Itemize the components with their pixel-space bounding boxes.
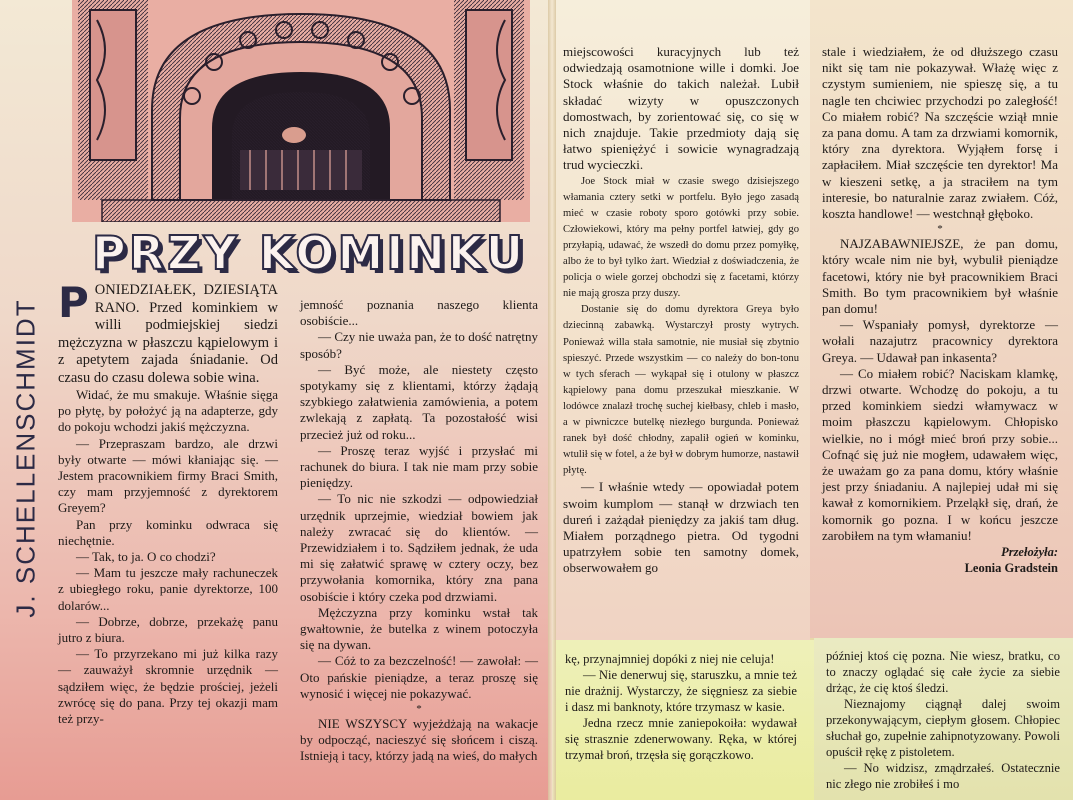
clipping-column-right [826,648,1060,792]
article-column-2 [300,297,538,765]
paragraph: — Nie denerwuj się, staruszku, a mnie też nie drażnij. Wystarczy, że sięgniesz za siebie i dasz mi banknoty, które trzymasz w kasie. [565,668,797,714]
article-column-4 [822,44,1058,577]
article-column-3 [563,44,799,577]
paragraph: — Dobrze, dobrze, przekażę panu jutro z biura. [58,613,278,646]
paragraph: — Być może, ale niestety często spotykamy się z klientami, którzy żądają szybkiego załatwienia zamówienia, a potem zwlekają z zapłatą. Ta pozostałość wisi przecież już od roku... [300,361,538,442]
article-title: PRZY KOMINKU [92,226,527,280]
clipping-column-middle [565,651,797,763]
paragraph: później ktoś cię pozna. Nie wiesz, bratku, co to znaczy oglądać się całe życie za siebie drżąc, że cię ktoś śledzi. [826,649,1060,695]
page-fold [548,0,556,800]
translator-label: Przełożyła: [1001,545,1058,560]
paragraph: — To nic nie szkodzi — odpowiedział urzędnik uprzejmie, wiedział bowiem jak należy zwracać się do klientów. — Przewidziałem i to. Sądziłem jednak, że uda mi się załatwić sprawę w cztery oczy, bez przywołania komornika, który zna pana osobiście i który czeka pod drzwiami. [300,491,538,604]
paragraph: — Cóż to za bezczelność! — zawołał: — Oto pańskie pieniądze, a teraz proszę się wynosić i więcej nie pokazywać. [300,653,538,701]
paragraph: Nieznajomy ciągnął dalej swoim przekonywającym, ciepłym głosem. Chłopiec słuchał go, zupełnie zahipnotyzowany. Powoli opuścił rękę z pistoletem. [826,697,1060,759]
paragraph: — No widzisz, zmądrzałeś. Ostatecznie nic złego nie zrobiłeś i mo [826,761,1060,791]
paragraph: — To przyrzekano mi już kilka razy — zauważył skromnie urzędnik — sądziłem więc, że będzie prościej, jeżeli zwrócę się do pana. Przy tej okazji mam też przy- [58,646,278,727]
paragraph: stale i wiedziałem, że od dłuższego czasu nikt się tam nie pokazywał. Włażę więc z czystym sumieniem, nie spieszę się, a tu nagle ten chciwiec przychodzi po zaległość! Co miałem robić? Na szczęście wziął mnie za pana domu. A tam za drzwiami komornik, który zna dyrektora. Wyjąłem forsę i zapłaciłem. Miał szczęście ten dyrektor! Ma w kieszeni setkę, a ja straciłem na tym interesie, bo naturalnie zaraz zwiałem. Cóż, koszta handlowe! — westchnął głęboko. [822,44,1058,222]
paragraph: — Tak, to ja. O co chodzi? [76,549,216,565]
paragraph-small: Dostanie się do domu dyrektora Greya było dziecinną zabawką. Wystarczył prosty wytrych. Ponieważ willa stała samotnie, nie musiał się zbytnio spieszyć. Przede wszystkim — co należy do bon-tonu w tych sferach — wykąpał się i otulony w płaszcz kąpielowy pana domu przeszukał mieszkanie. W lodówce znalazł trochę suchej kiełbasy, chleb i masło, a w piwniczce butelkę niezłego burgunda. Ponieważ ranek był dość chłodny, zapalił ogień w kominku, wtulił się w fotel, a że był w dobrym humorze, nastawił płytę. [563,304,799,477]
paragraph: NAJZABAWNIEJSZE, że pan domu, który wcale nim nie był, wybulił pieniądze facetowi, który nie był pracownikiem Braci Smith. Bo tym pracownikiem był właśnie pan domu! [822,236,1058,317]
section-separator: * [937,223,943,236]
paragraph: — Przepraszam bardzo, ale drzwi były otwarte — mówi kłaniając się. — Jestem pracownikiem firmy Braci Smith, czy mam przyjemność z dyrektorem Greyem? [58,435,278,516]
author-name [4,238,48,678]
paragraph: miejscowości kuracyjnych lub też odwiedzają osamotnione wille i domki. Joe Stock właśnie do takich należał. Lubił składać wizyty w opuszczonych domostwach, by zorientować się, co się w nich znajduje. Takie przedmioty dają się łatwo spieniężyć i sowicie wynagradzają trud wycieczki. [563,44,799,173]
paragraph: Jedna rzecz mnie zaniepokoiła: wydawał się strasznie zdenerwowany. Ręka, w której trzymał broń, trzęsła się gorączkowo. [565,716,797,762]
paragraph: — I właśnie wtedy — opowiadał potem swoim kumplom — stanął w drzwiach ten dureń i zażądał pieniędzy za jakiś tam dług. Miałem porządnego pietra. Od tygodni upatrzyłem sobie ten samotny domek, obserwowałem go [563,479,799,576]
author-name-text: J. SCHELLENSCHMIDT [10,298,41,618]
paragraph: — Wspaniały pomysł, dyrektorze — wołali nazajutrz pracownicy dyrektora Greya. — Udawał pan inkasenta? [822,317,1058,365]
paragraph: jemność poznania naszego klienta osobiście... [300,297,538,329]
lead-paragraph [58,278,278,387]
paragraph: Mężczyzna przy kominku wstał tak gwałtownie, że butelka z winem potoczyła się na dywan. [300,604,538,653]
fireplace-illustration [72,0,530,222]
lead-text: ONIEDZIAŁEK, DZIESIĄTA RANO. Przed kominkiem w willi podmiejskiej siedzi mężczyzna w płaszczu kąpielowym i z apetytem zajada śniadanie. Od czasu do czasu dolewa sobie wina. [58,282,278,386]
paragraph: kę, przynajmniej dopóki z niej nie celuja! [565,652,775,666]
translator-name: Leonia Gradstein [964,561,1058,576]
paragraph: — Mam tu jeszcze mały rachuneczek z ubiegłego roku, panie dyrektorze, 100 dolarów... [58,565,278,613]
article-column-1 [58,278,278,727]
paragraph: Widać, że mu smakuje. Właśnie sięga po płytę, by położyć ją na adapterze, gdy do pokoju wchodzi jakiś mężczyzna. [58,387,278,435]
paragraph: — Co miałem robić? Naciskam klamkę, drzwi otwarte. Wchodzę do pokoju, a tu przed kominkiem siedzi włamywacz w moim płaszczu kąpielowym. Chłopisko wielkie, no i mógł mieć broń przy sobie... Cofnąć się już nie mogłem, udawałem więc, że uważam go za pana domu, który właśnie jest przy śniadaniu. A najlepiej udał mi się kawał z komornikiem. Przeląkł się, drań, że komornik go pozna. I w końcu jeszcze zarobiłem na tym włamaniu! [822,365,1058,543]
paragraph: Pan przy kominku odwraca się niechętnie. [58,516,278,548]
section-separator: * [416,703,422,716]
paragraph: — Proszę teraz wyjść i przysłać mi rachunek do biura. I tak nie mam przy sobie pieniędzy. [300,442,538,491]
drop-cap: P [58,278,89,327]
paragraph-small: Joe Stock miał w czasie swego dzisiejszego włamania cztery setki w portfelu. Było jego zasadą mieć w czasie roboty sporo gotówki przy sobie. Człowiekowi, który ma pełny portfel łatwiej, gdy go przyłapią, udawać, że wszedł do domu przez pomyłkę, albo że to był tylko żart. Wiedział z doświadczenia, że policja o wiele gorzej obchodzi się z facetami, którzy nie mają grosza przy duszy. [563,175,799,300]
paragraph: — Czy nie uważa pan, że to dość natrętny sposób? [300,329,538,361]
paragraph: NIE WSZYSCY wyjeżdżają na wakacje by odpocząć, nacieszyć się słońcem i ciszą. Istnieją i tacy, którzy jadą na wieś, do małych [300,716,538,764]
fireplace-engraving [72,0,530,222]
